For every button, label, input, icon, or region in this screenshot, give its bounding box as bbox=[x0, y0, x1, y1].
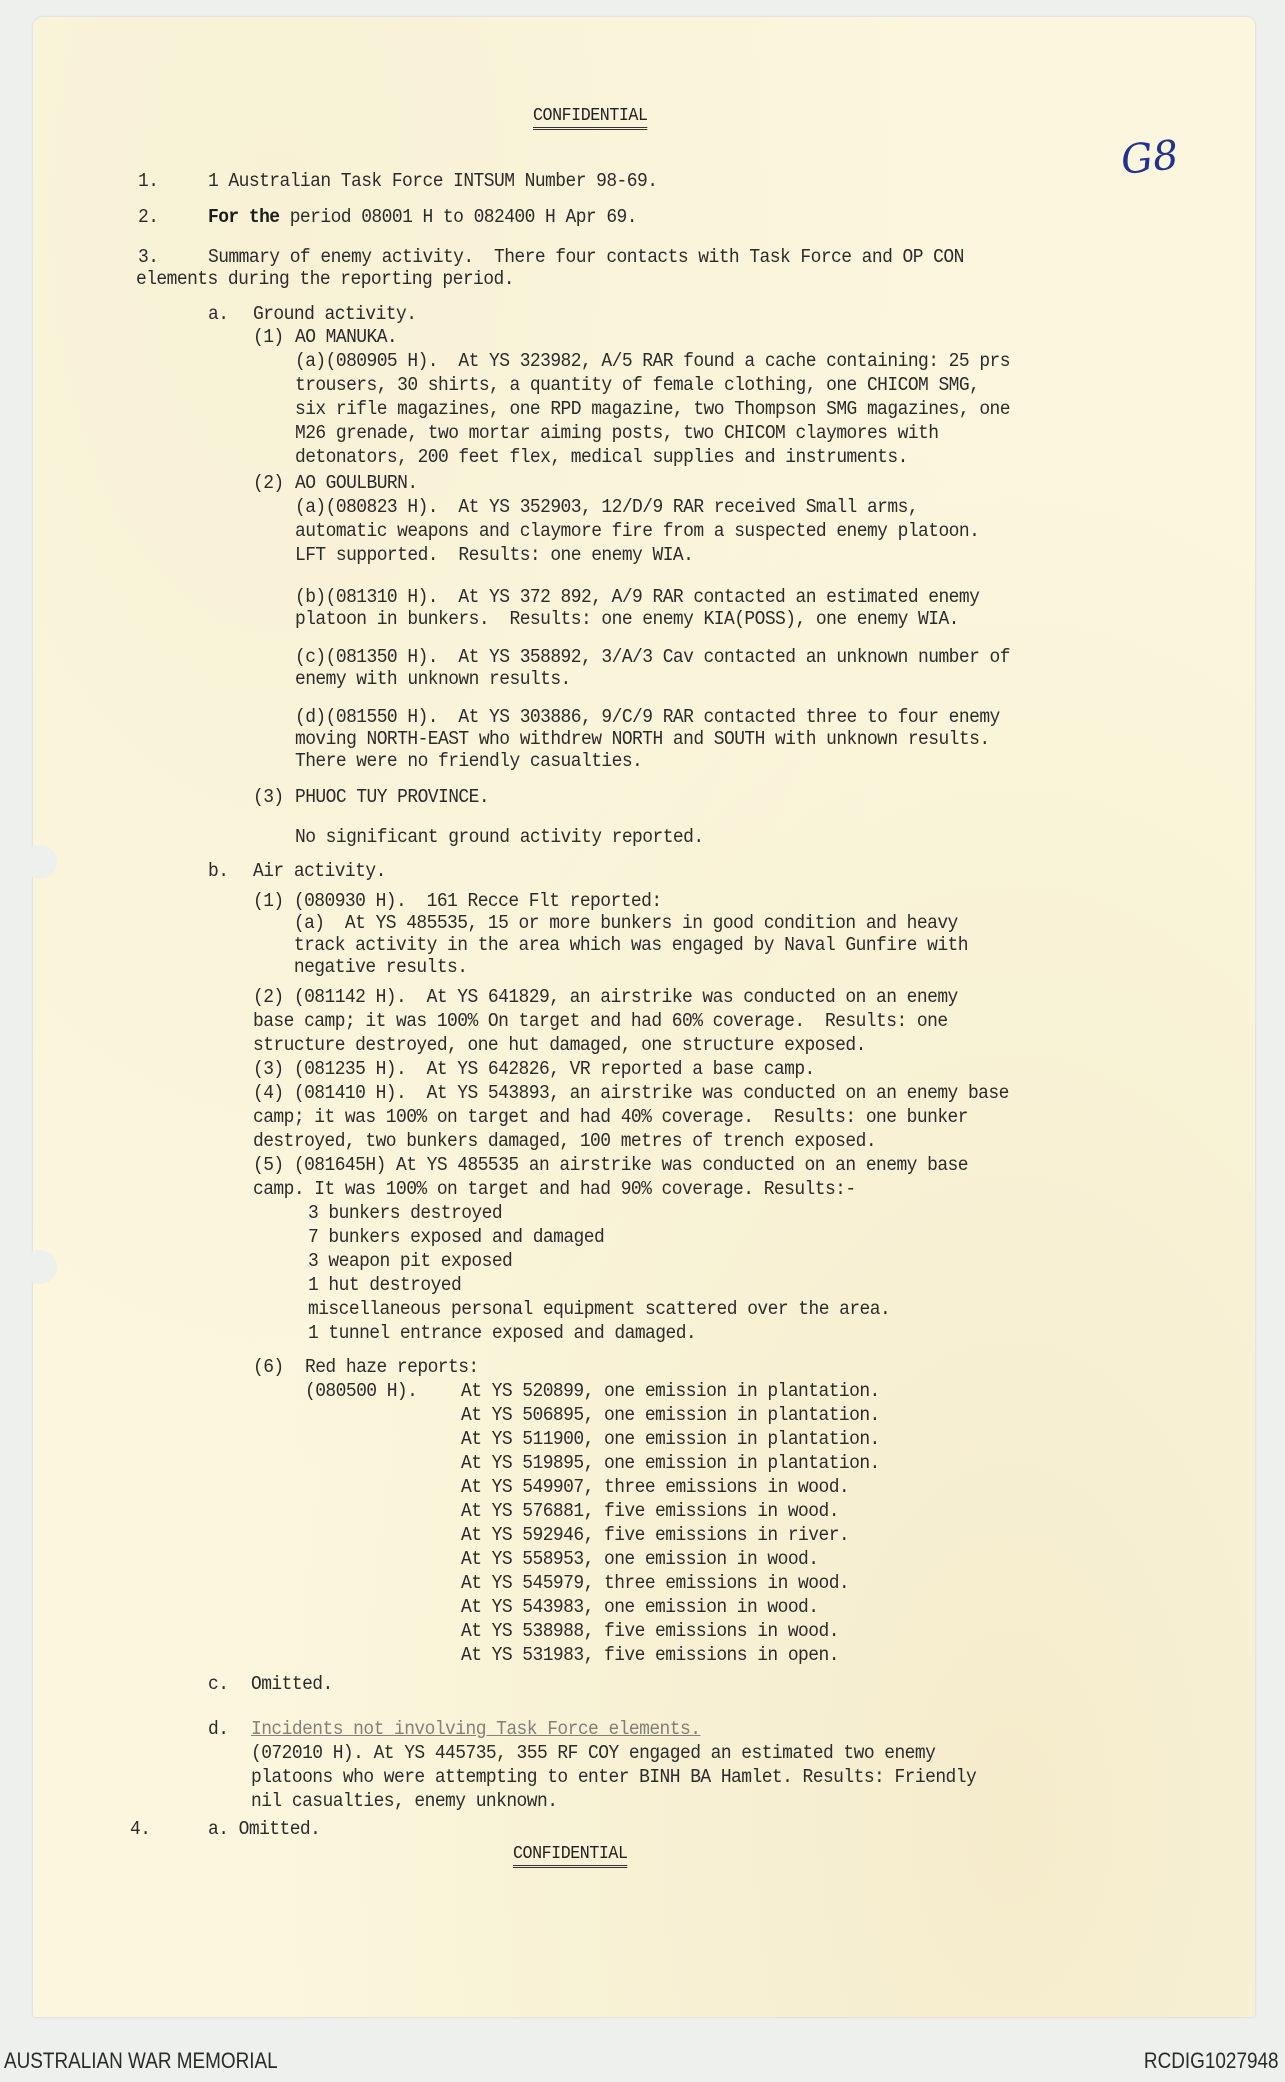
red-haze-report-line: At YS 531983, five emissions in open. bbox=[461, 1644, 839, 1666]
contact-a-line: automatic weapons and claymore fire from a suspected enemy platoon. bbox=[295, 520, 980, 542]
contact-d-line: There were no friendly casualties. bbox=[295, 750, 643, 772]
airstrike-result-line: 1 hut destroyed bbox=[308, 1274, 462, 1296]
subsection-label: (6) bbox=[253, 1356, 284, 1378]
institution-caption: AUSTRALIAN WAR MEMORIAL bbox=[4, 2048, 278, 2073]
intsum-title: 1 Australian Task Force INTSUM Number 98-69. bbox=[208, 170, 658, 192]
section-label: b. bbox=[208, 860, 229, 882]
contact-c-line: enemy with unknown results. bbox=[295, 668, 571, 690]
red-haze-title: Red haze reports: bbox=[305, 1356, 479, 1378]
air-item-1-line: track activity in the area which was engaged by Naval Gunfire with bbox=[253, 934, 968, 956]
period-text: period 08001 H to 082400 H Apr 69. bbox=[279, 206, 637, 228]
red-haze-report-line: At YS 543983, one emission in wood. bbox=[461, 1596, 819, 1618]
air-item-2-line: base camp; it was 100% On target and had 60% coverage. Results: one bbox=[253, 1010, 948, 1032]
air-item-5-line: camp. It was 100% on target and had 90% coverage. Results:- bbox=[253, 1178, 856, 1200]
contact-c-line: (c)(081350 H). At YS 358892, 3/A/3 Cav contacted an unknown number of bbox=[295, 646, 1010, 668]
section-title-incidents: Incidents not involving Task Force elements. bbox=[251, 1718, 701, 1740]
cache-find-line: detonators, 200 feet flex, medical supplies and instruments. bbox=[295, 446, 908, 468]
contact-a-line: (a)(080823 H). At YS 352903, 12/D/9 RAR received Small arms, bbox=[295, 496, 919, 518]
subsection-title-phuoc-tuy: PHUOC TUY PROVINCE. bbox=[295, 786, 490, 808]
air-item-1-line: (1) (080930 H). 161 Recce Flt reported: bbox=[253, 890, 662, 912]
air-item-5-line: (5) (081645H) At YS 485535 an airstrike was conducted on an enemy base bbox=[253, 1154, 968, 1176]
handwritten-reference: G8 bbox=[1118, 132, 1181, 184]
cache-find-line: M26 grenade, two mortar aiming posts, two CHICOM claymores with bbox=[295, 422, 939, 444]
air-item-4-line: (4) (081410 H). At YS 543893, an airstrike was conducted on an enemy base bbox=[253, 1082, 1009, 1104]
air-item-3-line: (3) (081235 H). At YS 642826, VR reported a base camp. bbox=[253, 1058, 815, 1080]
airstrike-result-line: 3 weapon pit exposed bbox=[308, 1250, 513, 1272]
red-haze-report-line: At YS 520899, one emission in plantation. bbox=[461, 1380, 880, 1402]
section-label: d. bbox=[208, 1718, 229, 1740]
summary-line: elements during the reporting period. bbox=[136, 268, 514, 290]
air-item-2-line: structure destroyed, one hut damaged, one structure exposed. bbox=[253, 1034, 866, 1056]
airstrike-result-line: 7 bunkers exposed and damaged bbox=[308, 1226, 605, 1248]
cache-find-line: trousers, 30 shirts, a quantity of female clothing, one CHICOM SMG, bbox=[295, 374, 980, 396]
red-haze-time: (080500 H). bbox=[305, 1380, 418, 1402]
para-number: 3. bbox=[138, 246, 159, 268]
classification-header: CONFIDENTIAL bbox=[533, 105, 648, 130]
red-haze-report-line: At YS 511900, one emission in plantation. bbox=[461, 1428, 880, 1450]
subsection-label: (1) bbox=[253, 326, 284, 348]
para4-text: a. Omitted. bbox=[208, 1818, 321, 1840]
contact-d-line: moving NORTH-EAST who withdrew NORTH and SOUTH with unknown results. bbox=[295, 728, 990, 750]
para-number: 4. bbox=[130, 1818, 151, 1840]
air-item-1-line: (a) At YS 485535, 15 or more bunkers in good condition and heavy bbox=[253, 912, 958, 934]
classification-footer: CONFIDENTIAL bbox=[513, 1843, 628, 1868]
air-item-4-line: camp; it was 100% on target and had 40% coverage. Results: one bunker bbox=[253, 1106, 968, 1128]
air-item-1-line: negative results. bbox=[253, 956, 468, 978]
airstrike-result-line: 3 bunkers destroyed bbox=[308, 1202, 503, 1224]
cache-find-line: six rifle magazines, one RPD magazine, two Thompson SMG magazines, one bbox=[295, 398, 1010, 420]
subsection-label: (3) bbox=[253, 786, 284, 808]
subsection-title-ao-manuka: AO MANUKA. bbox=[295, 326, 398, 348]
red-haze-report-line: At YS 549907, three emissions in wood. bbox=[461, 1476, 850, 1498]
red-haze-report-line: At YS 506895, one emission in plantation. bbox=[461, 1404, 880, 1426]
section-c-text: Omitted. bbox=[251, 1673, 333, 1695]
cache-find-line: (a)(080905 H). At YS 323982, A/5 RAR found a cache containing: 25 prs bbox=[295, 350, 1010, 372]
period-label-bold: For the bbox=[208, 206, 280, 228]
summary-line: Summary of enemy activity. There four contacts with Task Force and OP CON bbox=[208, 246, 964, 268]
red-haze-report-line: At YS 538988, five emissions in wood. bbox=[461, 1620, 839, 1642]
record-id-caption: RCDIG1027948 bbox=[1144, 2048, 1279, 2073]
airstrike-result-line: miscellaneous personal equipment scattered over the area. bbox=[308, 1298, 891, 1320]
incident-line: platoons who were attempting to enter BINH BA Hamlet. Results: Friendly bbox=[251, 1766, 977, 1788]
red-haze-report-line: At YS 592946, five emissions in river. bbox=[461, 1524, 850, 1546]
section-label: a. bbox=[208, 303, 229, 325]
air-item-2-line: (2) (081142 H). At YS 641829, an airstrike was conducted on an enemy bbox=[253, 986, 958, 1008]
contact-b-line: platoon in bunkers. Results: one enemy KIA(POSS), one enemy WIA. bbox=[295, 608, 959, 630]
subsection-label: (2) bbox=[253, 472, 284, 494]
incident-line: nil casualties, enemy unknown. bbox=[251, 1790, 558, 1812]
contact-d-line: (d)(081550 H). At YS 303886, 9/C/9 RAR contacted three to four enemy bbox=[295, 706, 1000, 728]
red-haze-report-line: At YS 519895, one emission in plantation. bbox=[461, 1452, 880, 1474]
para-number: 1. bbox=[138, 170, 159, 192]
air-item-4-line: destroyed, two bunkers damaged, 100 metres of trench exposed. bbox=[253, 1130, 877, 1152]
punch-hole bbox=[23, 845, 57, 879]
incident-line: (072010 H). At YS 445735, 355 RF COY engaged an estimated two enemy bbox=[251, 1742, 936, 1764]
red-haze-report-line: At YS 576881, five emissions in wood. bbox=[461, 1500, 839, 1522]
red-haze-report-line: At YS 545979, three emissions in wood. bbox=[461, 1572, 850, 1594]
document-page bbox=[33, 17, 1255, 2017]
reporting-period bbox=[208, 205, 637, 229]
airstrike-result-line: 1 tunnel entrance exposed and damaged. bbox=[308, 1322, 697, 1344]
section-title-ground: Ground activity. bbox=[253, 303, 417, 325]
phuoc-tuy-text: No significant ground activity reported. bbox=[295, 826, 704, 848]
section-label: c. bbox=[208, 1673, 229, 1695]
punch-hole bbox=[23, 1250, 57, 1284]
red-haze-report-line: At YS 558953, one emission in wood. bbox=[461, 1548, 819, 1570]
contact-b-line: (b)(081310 H). At YS 372 892, A/9 RAR contacted an estimated enemy bbox=[295, 586, 980, 608]
para-number: 2. bbox=[138, 206, 159, 228]
section-title-air: Air activity. bbox=[253, 860, 386, 882]
contact-a-line: LFT supported. Results: one enemy WIA. bbox=[295, 544, 694, 566]
subsection-title-ao-goulburn: AO GOULBURN. bbox=[295, 472, 418, 494]
